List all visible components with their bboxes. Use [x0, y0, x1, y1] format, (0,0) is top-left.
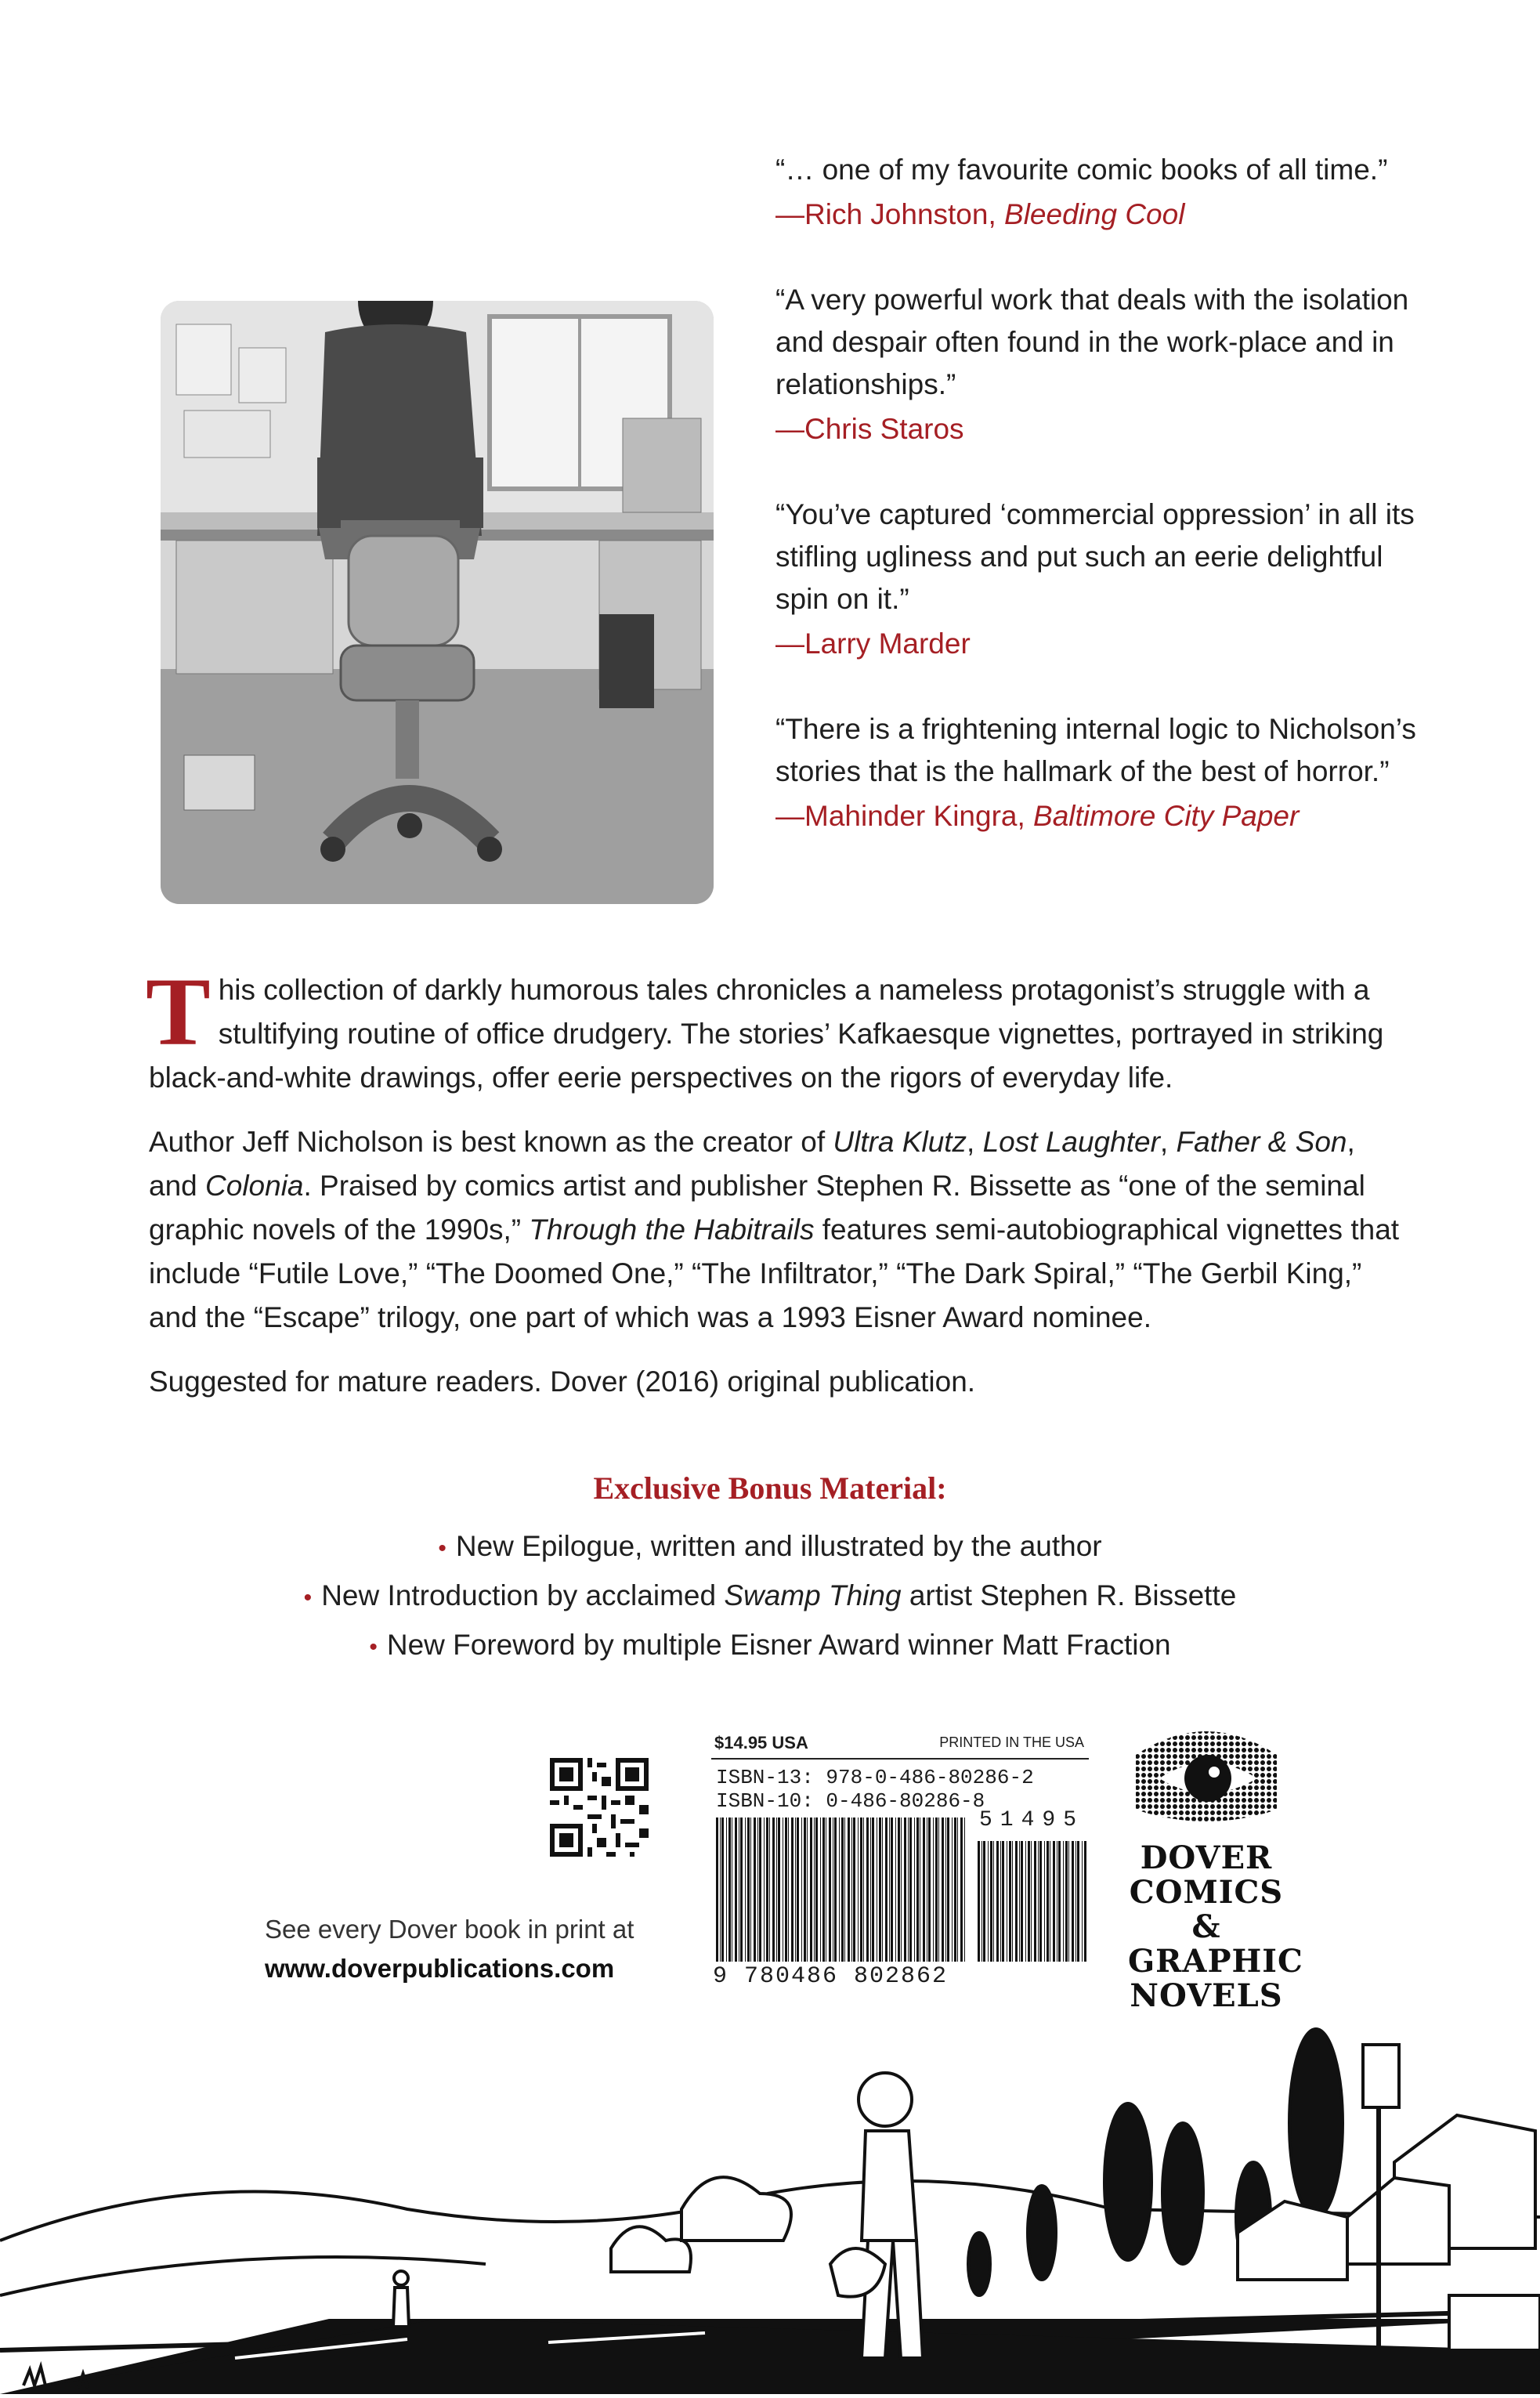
quote-attribution [775, 793, 1426, 840]
quote-3 [775, 494, 1426, 667]
attribution-source: Bleeding Cool [1004, 198, 1185, 230]
text-run: features semi-autobiographical vignettes that include “Futile Love,” “The Doomed One,” “The Infiltrator,” “The Dark Spiral,” “The Gerbil King,” and the “Escape” trilogy, one part of which was a 1993 Eisner Award nominee. [149, 1213, 1400, 1333]
quote-attribution [775, 620, 1426, 667]
bonus-item-text: New Introduction by acclaimed [321, 1579, 725, 1611]
attribution-name: —Rich Johnston, [775, 198, 1005, 230]
description-paragraph-3: Suggested for mature readers. Dover (2016) original publication. [149, 1365, 976, 1398]
bonus-item-text: artist Stephen R. Bissette [901, 1579, 1237, 1611]
comic-landscape-illustration [0, 1982, 1540, 2394]
title-swamp-thing: Swamp Thing [724, 1579, 902, 1611]
attribution-name: —Larry Marder [775, 628, 971, 660]
text-run: , [967, 1126, 983, 1158]
bullet-icon: • [303, 1585, 313, 1611]
barcode-block [711, 1731, 1089, 1998]
logo-line: DOVER [1140, 1839, 1273, 1876]
attribution-name: —Chris Staros [775, 413, 964, 445]
attribution-source: Baltimore City Paper [1033, 800, 1300, 832]
bonus-item-introduction [0, 1572, 1540, 1622]
quote-text: “You’ve captured ‘commercial oppression’ in all its stifling ugliness and put such an eerie delightful spin on it.” [775, 498, 1415, 615]
bonus-item-text: New Foreword by multiple Eisner Award winner Matt Fraction [386, 1629, 1171, 1661]
paragraph-text: his collection of darkly humorous tales chronicles a nameless protagonist’s struggle with a stultifying routine of office drudgery. The stories’ Kafkaesque vignettes, portrayed in striking black-and-white drawings, offer eerie perspectives on the rigors of everyday life. [149, 974, 1384, 1094]
title-ultra-klutz: Ultra Klutz [833, 1126, 967, 1158]
quote-text: “A very powerful work that deals with the isolation and despair often found in the work-place and in relationships.” [775, 284, 1409, 400]
halftone-eye-icon [1128, 1716, 1285, 1841]
barcode-icon [714, 1817, 967, 1962]
text-run: . Praised by comics artist and publisher Stephen R. Bissette as “one of the seminal graphic novels of the 1990s,” [149, 1170, 1365, 1246]
qr-code-icon [550, 1758, 649, 1857]
quote-text: “There is a frightening internal logic to Nicholson’s stories that is the hallmark of the best of horror.” [775, 713, 1416, 787]
book-description [146, 958, 1410, 1424]
logo-line: NOVELS [1130, 1977, 1283, 2014]
title-through-the-habitrails: Through the Habitrails [529, 1213, 815, 1246]
quote-attribution [775, 191, 1426, 238]
price-addon-digits: 51495 [979, 1808, 1085, 1832]
quote-2 [775, 279, 1426, 453]
quote-attribution [775, 406, 1426, 453]
bonus-item-text: New Epilogue, written and illustrated by the author [455, 1530, 1102, 1562]
bullet-icon: • [369, 1634, 378, 1660]
website-intro: See every Dover book in print at [265, 1915, 634, 1944]
isbn-10: ISBN-10: 0-486-80286-8 [716, 1789, 985, 1813]
website-url-link[interactable]: www.doverpublications.com [265, 1954, 615, 1983]
bonus-item-foreword [0, 1622, 1540, 1671]
bullet-icon: • [438, 1535, 446, 1561]
attribution-name: —Mahinder Kingra, [775, 800, 1034, 832]
logo-line: COMICS & [1129, 1874, 1284, 1945]
description-paragraph-1 [146, 958, 1410, 1100]
title-colonia: Colonia [205, 1170, 304, 1202]
text-run: Author Jeff Nicholson is best known as the creator of [149, 1126, 833, 1158]
text-run: , [1159, 1126, 1177, 1158]
bonus-item-epilogue [0, 1523, 1540, 1572]
quote-4 [775, 708, 1426, 840]
title-lost-laughter: Lost Laughter [982, 1126, 1160, 1158]
description-paragraph-2 [149, 1120, 1410, 1340]
printed-in-label: PRINTED IN THE USA [939, 1734, 1084, 1750]
addon-barcode-icon [976, 1841, 1087, 1962]
review-quotes [775, 149, 1426, 881]
quote-1 [775, 149, 1426, 238]
price-label: $14.95 USA [714, 1733, 808, 1752]
author-photo [161, 301, 714, 904]
text-run: , and [149, 1126, 1355, 1202]
barcode-digits: 9 780486 802862 [713, 1963, 949, 1990]
isbn-13: ISBN-13: 978-0-486-80286-2 [716, 1766, 1034, 1789]
dover-logo [1128, 1716, 1303, 2014]
divider [711, 1758, 1089, 1760]
drop-cap: T [146, 958, 211, 1065]
office-scene-image [161, 301, 714, 904]
bonus-heading: Exclusive Bonus Material: [593, 1470, 947, 1506]
logo-line: GRAPHIC [1128, 1943, 1303, 1980]
title-father-and-son: Father & Son [1176, 1126, 1347, 1158]
quote-text: “… one of my favourite comic books of all time.” [775, 154, 1388, 186]
bonus-material [0, 1465, 1540, 1671]
